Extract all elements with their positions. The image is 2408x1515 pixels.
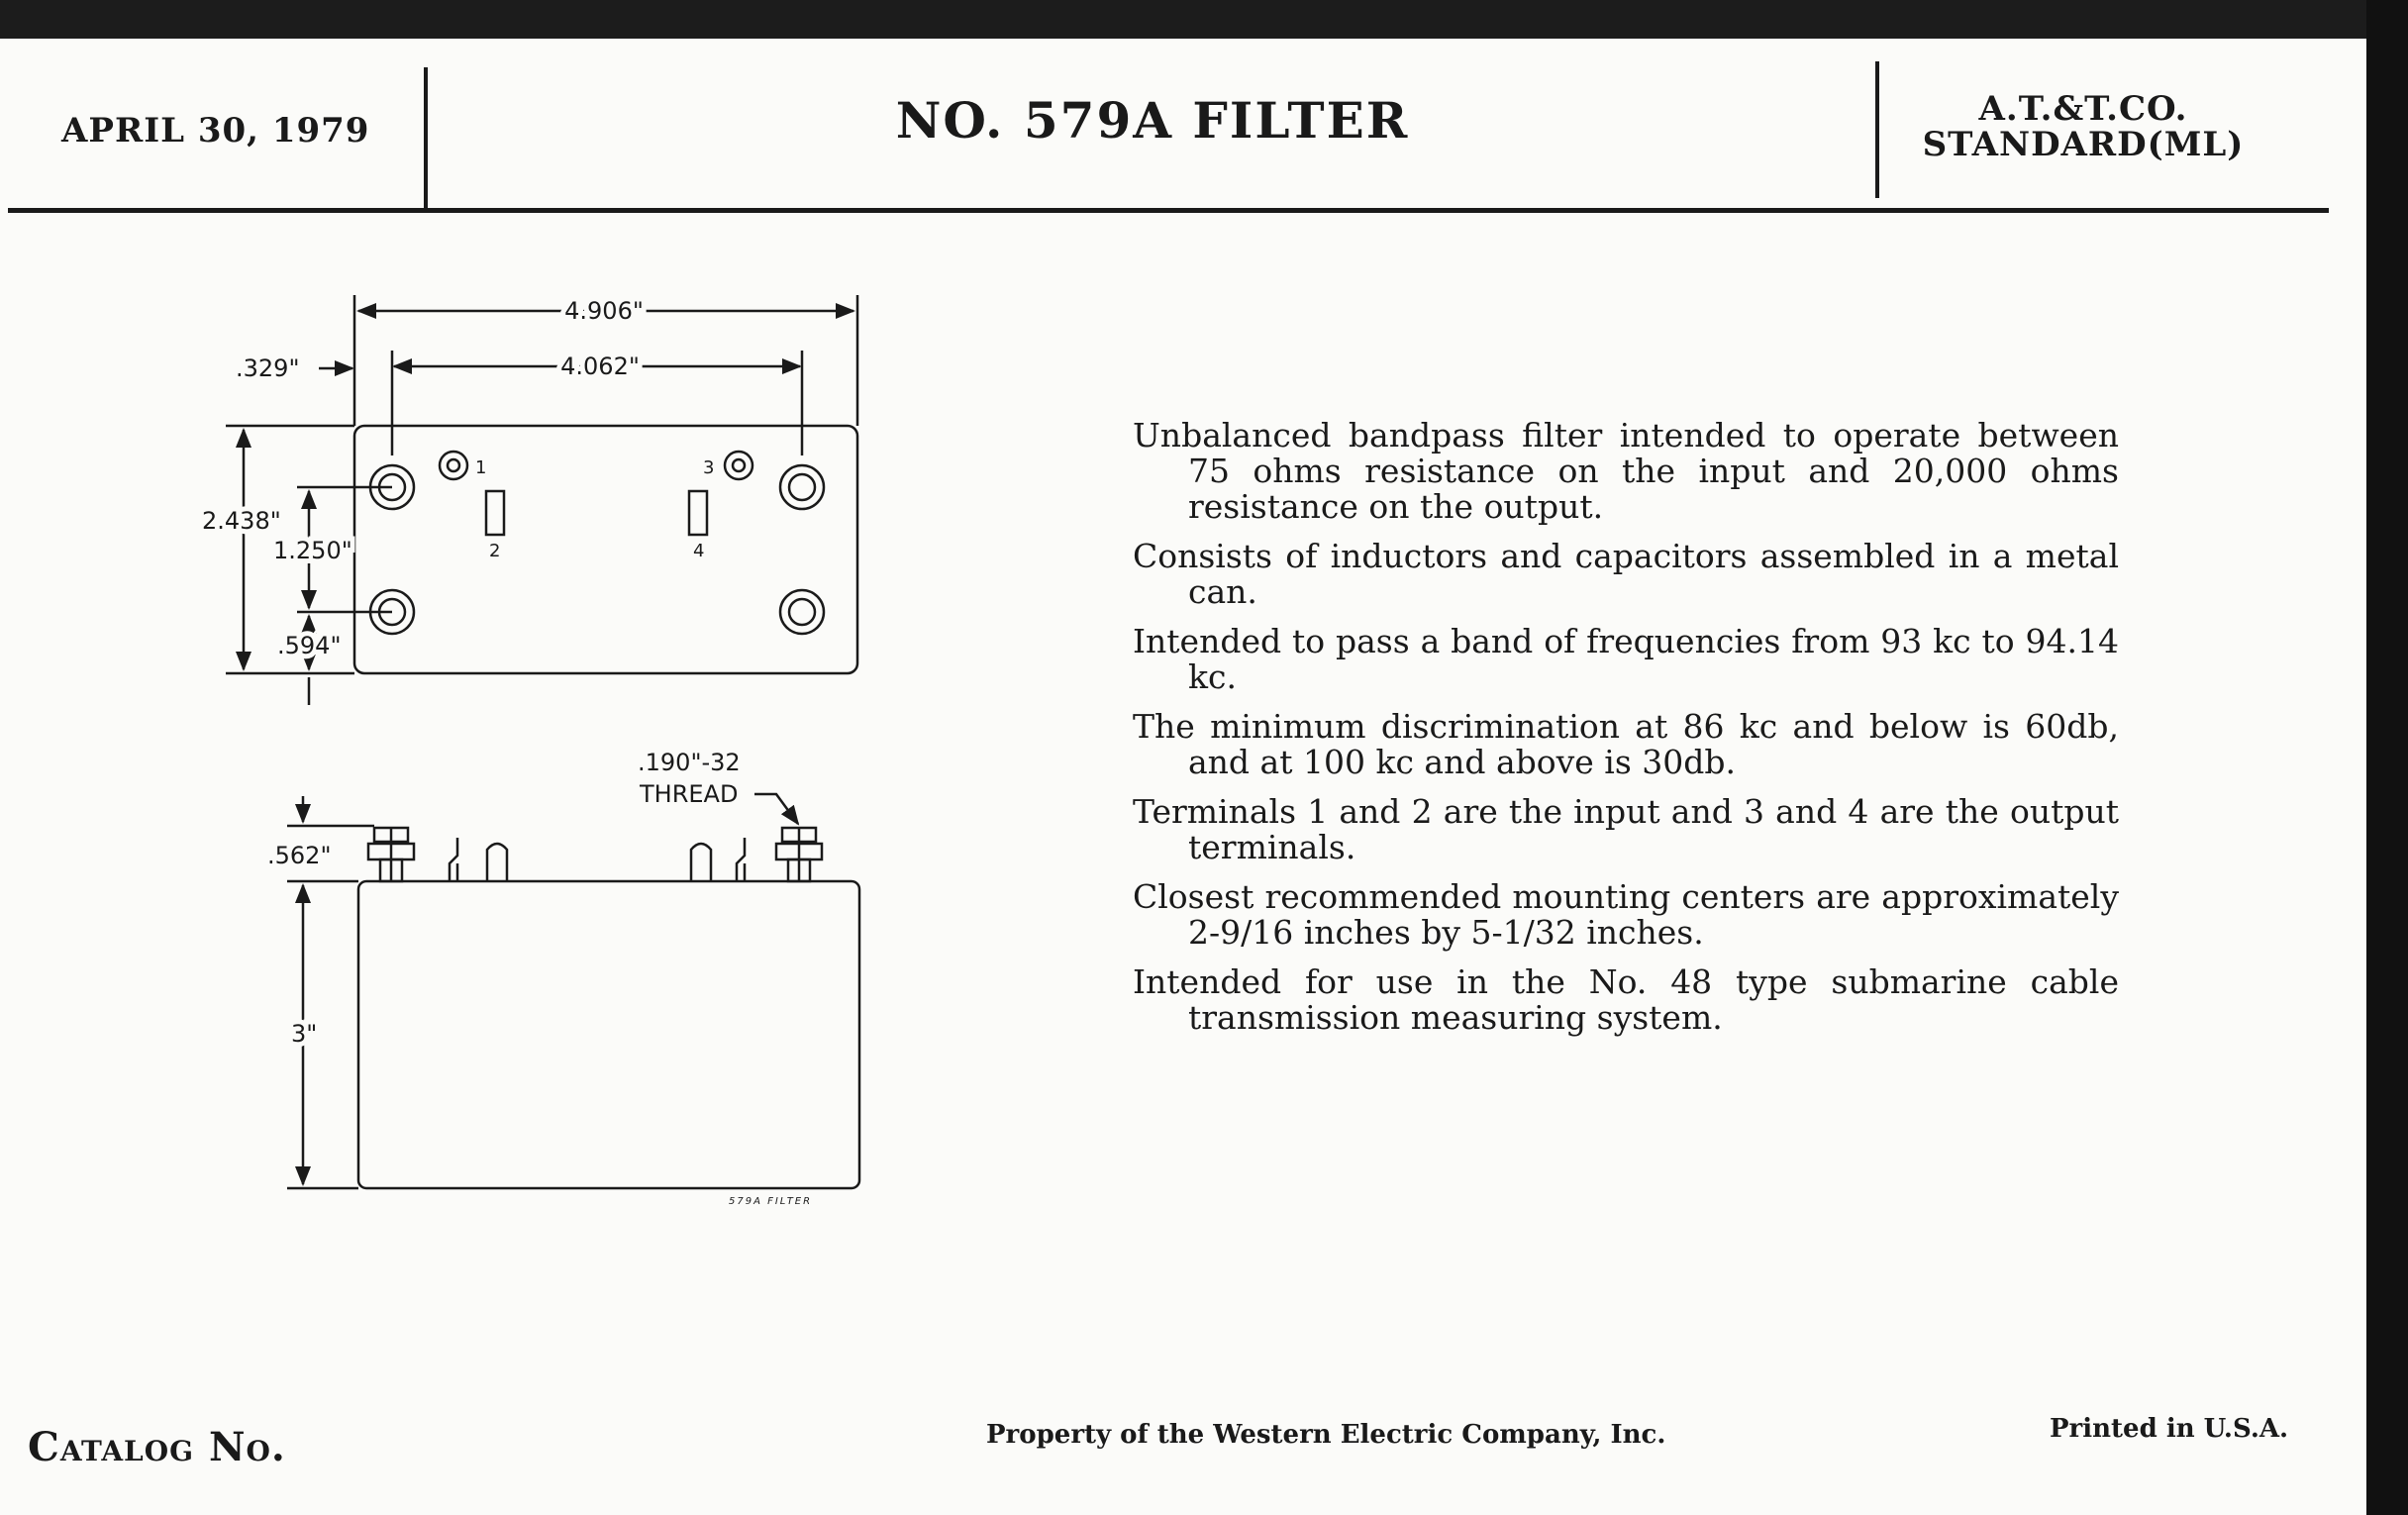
property-notice: Property of the Western Electric Company, Inc. [986, 1420, 1666, 1450]
terminal-label-3: 3 [703, 457, 715, 478]
dim-thread-label: THREAD [640, 780, 739, 808]
description-list [1133, 418, 2119, 1050]
description-item: Intended to pass a band of frequencies from 93 kc to 94.14 kc. [1133, 622, 2119, 696]
issue-date: APRIL 30, 1979 [61, 111, 370, 151]
dim-thread-size: .190"-32 [638, 749, 741, 776]
terminal-1-icon [440, 452, 467, 479]
side-terminal-icon [450, 838, 457, 881]
side-terminal-icon [487, 844, 507, 881]
terminal-3-icon [725, 452, 752, 479]
page-title: NO. 579A FILTER [895, 91, 1410, 150]
terminal-4-icon [689, 491, 707, 535]
description-item: Unbalanced bandpass filter intended to operate between 75 ohms resistance on the input and 20,000 ohms resistance on the output. [1133, 416, 2119, 526]
description-item: Consists of inductors and capacitors assembled in a metal can. [1133, 537, 2119, 611]
description-item: Intended for use in the No. 48 type submarine cable transmission measuring system. [1133, 962, 2119, 1037]
dim-hole-spacing-width: 1.250" [273, 537, 352, 564]
thread-leader [754, 794, 798, 824]
stud-left-icon [368, 828, 414, 881]
terminal-label-2: 2 [489, 541, 501, 561]
drawing-caption: 579A FILTER [729, 1196, 813, 1207]
standard-line-2: STANDARD(ML) [1922, 125, 2245, 164]
catalog-number-label: Catalog No. [28, 1424, 286, 1470]
terminal-label-1: 1 [475, 457, 487, 478]
side-terminal-icon [691, 844, 711, 881]
dim-overall-width: 2.438" [202, 507, 281, 535]
dim-edge-offset: .329" [236, 354, 300, 382]
stud-right-icon [776, 828, 822, 881]
description-item: Closest recommended mounting centers are approximately 2-9/16 inches by 5-1/32 inches. [1133, 877, 2119, 952]
top-view-can [354, 426, 857, 673]
standard-line-1: A.T.&T.CO. [1978, 89, 2188, 129]
side-view-can [358, 881, 859, 1188]
printed-notice: Printed in U.S.A. [2050, 1414, 2289, 1444]
mounting-hole-icon [780, 590, 824, 634]
dim-can-height: 3" [291, 1020, 318, 1048]
terminal-label-4: 4 [693, 541, 705, 561]
terminal-2-icon [486, 491, 504, 535]
description-item: The minimum discrimination at 86 kc and below is 60db, and at 100 kc and above is 30db. [1133, 707, 2119, 781]
dim-overall-length: 4.906" [564, 297, 644, 325]
mounting-hole-icon [780, 465, 824, 509]
description-item: Terminals 1 and 2 are the input and 3 and 4 are the output terminals. [1133, 792, 2119, 866]
dim-hole-spacing-length: 4.062" [560, 353, 640, 380]
dim-stud-height: .562" [267, 842, 332, 869]
side-terminal-icon [737, 838, 745, 881]
dim-bottom-offset: .594" [277, 632, 342, 659]
